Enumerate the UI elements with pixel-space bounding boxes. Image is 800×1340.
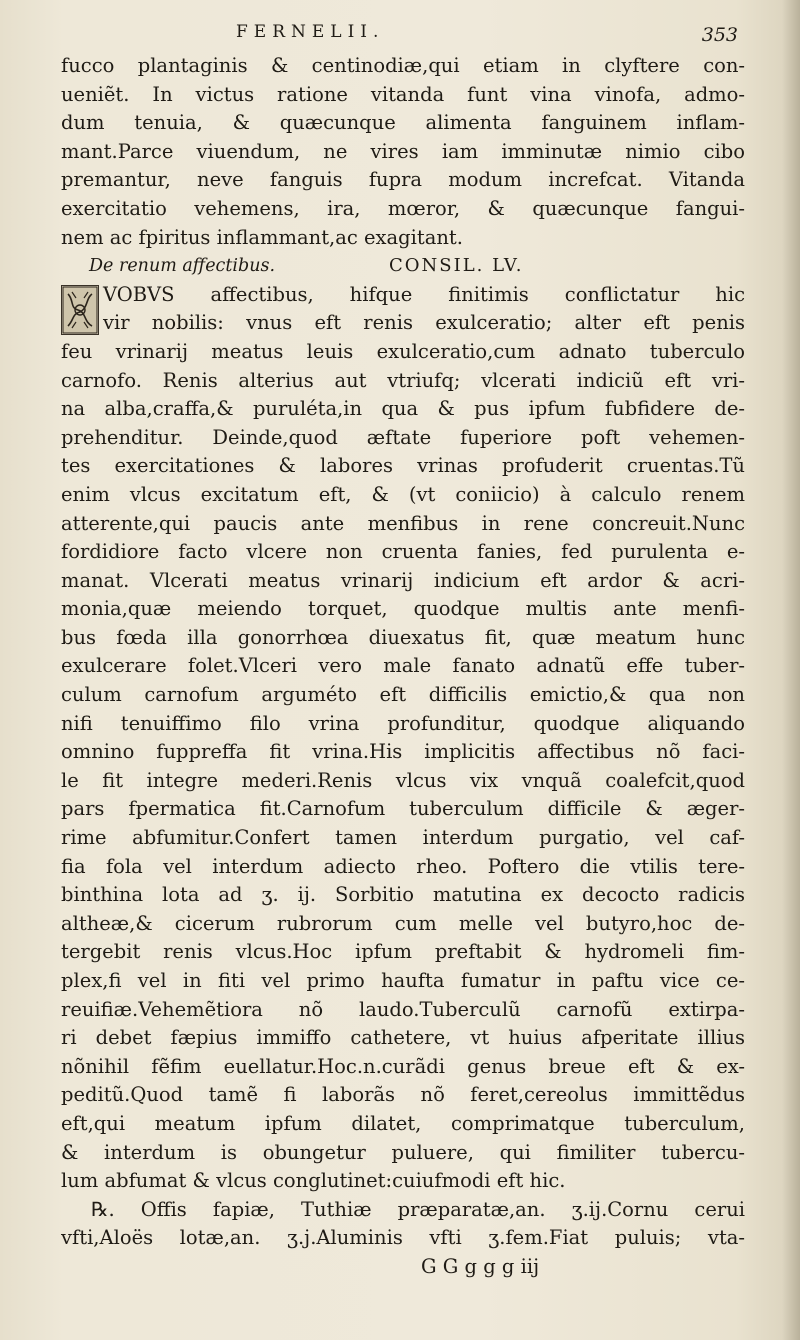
recipe-line: vfti,Aloës lotæ,an. ʒ.j.Aluminis vfti ʒ.fem.Fiat puluis; vta-	[61, 1226, 745, 1250]
signature-mark: G G g g g iij	[421, 1254, 540, 1278]
text-line: nifi tenuiffimo filo vrina profunditur, quodque aliquando	[61, 711, 745, 735]
text-line: plex,fi vel in fiti vel primo haufta fumatur in paftu vice ce-	[61, 969, 745, 992]
drop-cap-block	[61, 281, 745, 338]
ornamental-initial-icon	[61, 285, 99, 335]
running-head: FERNELII.	[236, 22, 385, 42]
text-line: na alba,craffa,& puruléta,in qua & pus ipfum fubfidere de-	[61, 397, 745, 421]
text-line: reuifiæ.Vehemẽtiora nõ laudo.Tuberculũ carnofũ extirpa-	[61, 997, 745, 1021]
text-line: omnino fuppreffa fit vrina.His implicitis affectibus nõ faci-	[61, 740, 745, 764]
text-line: pars fpermatica fit.Carnofum tuberculum difficile & æger-	[61, 797, 745, 821]
text-line: prehenditur. Deinde,quod æftate fuperiore poft vehemen-	[61, 425, 745, 449]
text-line: mant.Parce viuendum, ne vires iam imminutæ nimio cibo	[61, 139, 745, 163]
text-line: enim vlcus excitatum eft, & (vt coniicio) à calculo renem	[61, 482, 745, 506]
text-line: fucco plantaginis & centinodiæ,qui etiam in clyftere con-	[61, 54, 745, 77]
text-line: bus fœda illa gonorrhœa diuexatus fit, quæ meatum hunc	[61, 625, 745, 649]
text-line: ri debet fæpius immiffo cathetere, vt huius afperitate illius	[61, 1026, 745, 1050]
text-line: feu vrinarij meatus leuis exulceratio,cum adnato tuberculo	[61, 339, 745, 363]
text-line: eft,qui meatum ipfum dilatet, comprimatque tuberculum,	[61, 1111, 745, 1135]
text-line: VOBVS affectibus, hifque finitimis conflictatur hic	[103, 282, 745, 306]
text-line: altheæ,& cicerum rubrorum cum melle vel butyro,hoc de-	[61, 911, 745, 935]
text-line: rime abfumitur.Confert tamen interdum purgatio, vel caf-	[61, 826, 745, 850]
text-line: fordidiore facto vlcere non cruenta fanies, fed purulenta e-	[61, 540, 745, 564]
recipe-line: ℞. Offis fapiæ, Tuthiæ præparatæ,an. ʒ.ij.Cornu cerui	[91, 1197, 745, 1221]
text-line: carnofo. Renis alterius aut vtriufq; vlcerati indiciũ eft vri-	[61, 368, 745, 392]
text-line: nõnihil fẽfim euellatur.Hoc.n.curãdi genus breue eft & ex-	[61, 1054, 745, 1078]
text-line: tes exercitationes & labores vrinas profuderit cruentas.Tũ	[61, 454, 745, 478]
page-edge-shadow	[782, 0, 800, 1340]
text-line: vir nobilis: vnus eft renis exulceratio; alter eft penis	[103, 311, 745, 335]
text-line: exulcerare folet.Vlceri vero male fanato adnatũ effe tuber-	[61, 654, 745, 678]
section-title: De renum affectibus.	[89, 256, 276, 277]
text-block	[61, 52, 745, 1282]
page-header	[60, 18, 740, 52]
text-line: monia,quæ meiendo torquet, quodque multis ante menfi-	[61, 597, 745, 621]
text-line: peditũ.Quod tamẽ fi laborãs nõ feret,cereolus immittẽdus	[61, 1083, 745, 1107]
section-heading	[61, 252, 745, 281]
page-number: 353	[701, 24, 738, 46]
text-line: lum abfumat & vlcus conglutinet:cuiufmodi eft hic.	[61, 1169, 566, 1193]
text-line: manat. Vlcerati meatus vrinarij indicium eft ardor & acri-	[61, 568, 745, 592]
text-line: tergebit renis vlcus.Hoc ipfum preftabit & hydromeli fim-	[61, 940, 745, 964]
text-line: nem ac fpiritus inflammant,ac exagitant.	[61, 225, 463, 249]
consilium-number: CONSIL. LV.	[389, 255, 524, 277]
text-line: ueniẽt. In victus ratione vitanda funt vina vinofa, admo-	[61, 82, 745, 106]
text-line: fia fola vel interdum adiecto rheo. Poftero die vtilis tere-	[61, 854, 745, 878]
text-line: le fit integre mederi.Renis vlcus vix vnquã coalefcit,quod	[61, 768, 745, 792]
text-line: atterente,qui paucis ante menfibus in rene concreuit.Nunc	[61, 511, 745, 535]
text-line: premantur, neve fanguis fupra modum increfcat. Vitanda	[61, 168, 745, 192]
text-line: dum tenuia, & quæcunque alimenta fanguinem inflam-	[61, 111, 745, 135]
text-line: & interdum is obungetur puluere, qui fimiliter tubercu-	[61, 1140, 745, 1164]
text-line: exercitatio vehemens, ira, mœror, & quæcunque fangui-	[61, 196, 745, 220]
text-line: culum carnofum arguméto eft difficilis emictio,& qua non	[61, 683, 745, 707]
text-line: binthina lota ad ʒ. ij. Sorbitio matutina ex decocto radicis	[61, 883, 745, 907]
